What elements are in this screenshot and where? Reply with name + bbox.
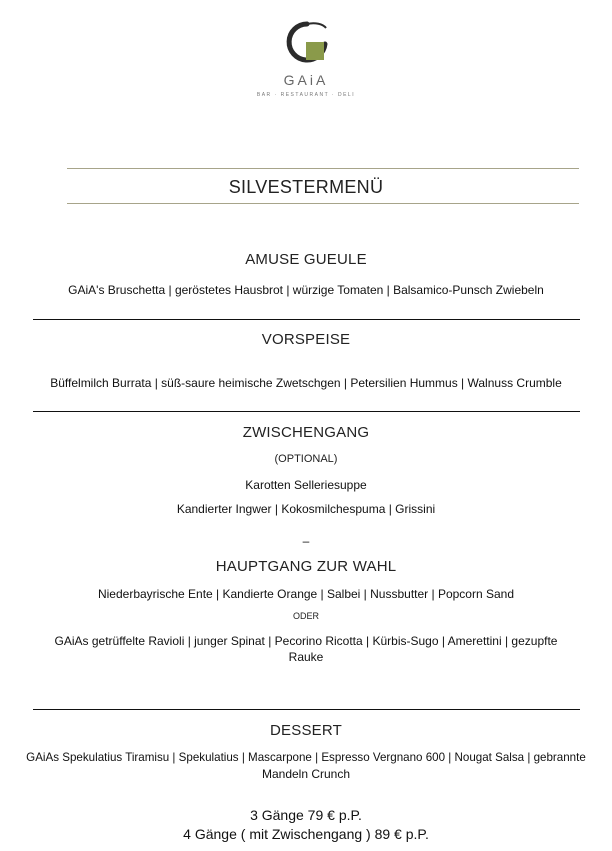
price-four-courses: 4 Gänge ( mit Zwischengang ) 89 € p.P.: [183, 826, 429, 842]
section-divider-3: [33, 709, 580, 710]
vorspeise-heading: VORSPEISE: [261, 331, 351, 348]
gaia-logo: [271, 18, 343, 66]
hauptgang-heading: HAUPTGANG ZUR WAHL: [215, 558, 397, 575]
hauptgang-oder: ODER: [292, 611, 319, 621]
menu-title: SILVESTERMENÜ: [228, 177, 384, 197]
price-three-courses: 3 Gänge 79 € p.P.: [250, 807, 362, 823]
course-dash: –: [302, 534, 310, 548]
zwischengang-heading: ZWISCHENGANG: [242, 424, 370, 441]
dessert-heading: DESSERT: [270, 722, 342, 739]
amuse-items: GAiA's Bruschetta | geröstetes Hausbrot | würzige Tomaten | Balsamico-Punsch Zwiebeln: [68, 283, 544, 297]
logo-mark: [271, 18, 343, 66]
brand-tagline: BAR · RESTAURANT · DELI: [256, 92, 356, 98]
title-rule-top: [67, 168, 579, 169]
vorspeise-items: Büffelmilch Burrata | süß-saure heimische Zwetschgen | Petersilien Hummus | Walnuss Crumble: [50, 376, 562, 390]
zwischengang-note: (OPTIONAL): [274, 453, 338, 465]
title-rule-bottom: [67, 203, 579, 204]
hauptgang-option-1: Niederbayrische Ente | Kandierte Orange | Salbei | Nussbutter | Popcorn Sand: [97, 587, 515, 601]
zwischengang-line-1: Karotten Selleriesuppe: [245, 478, 367, 492]
section-divider-1: [33, 319, 580, 320]
dessert-line-1: GAiAs Spekulatius Tiramisu | Spekulatius | Mascarpone | Espresso Vergnano 600 | Nougat Salsa | gebrannte: [26, 751, 586, 764]
brand-name: GAiA: [283, 72, 329, 88]
zwischengang-line-2: Kandierter Ingwer | Kokosmilchespuma | Grissini: [176, 502, 436, 516]
dessert-line-2: Mandeln Crunch: [261, 767, 351, 781]
hauptgang-option-2-line-2: Rauke: [288, 650, 324, 664]
hauptgang-option-2-line-1: GAiAs getrüffelte Ravioli | junger Spinat | Pecorino Ricotta | Kürbis-Sugo | Amerettini | gezupfte: [54, 634, 558, 648]
amuse-heading: AMUSE GUEULE: [245, 251, 367, 268]
section-divider-2: [33, 411, 580, 412]
